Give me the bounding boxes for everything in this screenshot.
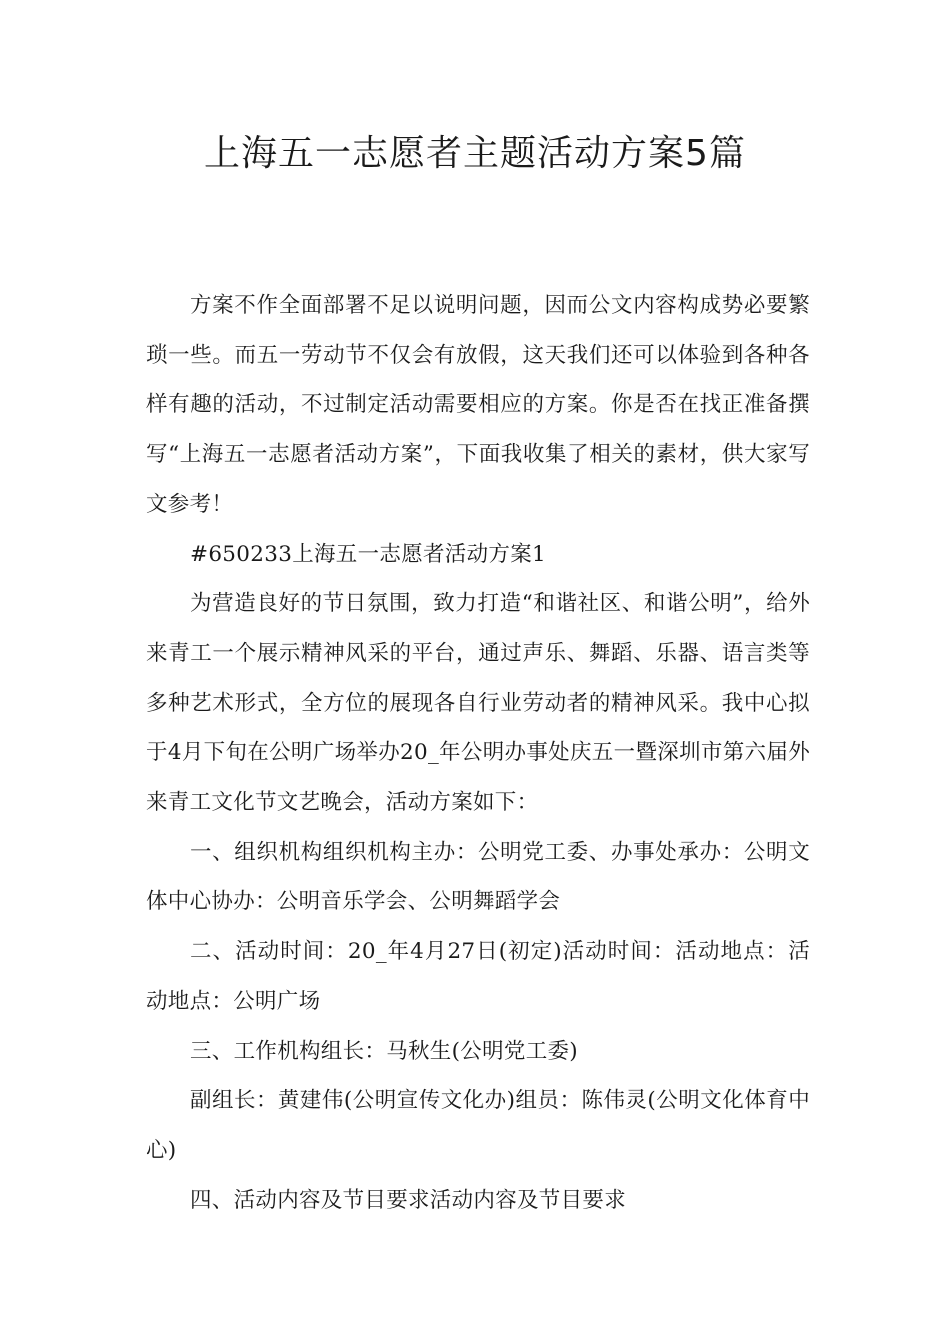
- document-title: 上海五一志愿者主题活动方案5篇: [204, 133, 746, 174]
- document-body: [146, 281, 810, 1225]
- organization-paragraph: 一、组织机构组织机构主办：公明党工委、办事处承办：公明文体中心协办：公明音乐学会、公明舞蹈学会: [146, 839, 810, 915]
- body-paragraph: 为营造良好的节日氛围，致力打造“和谐社区、和谐公明”，给外来青工一个展示精神风采的平台，通过声乐、舞蹈、乐器、语言类等多种艺术形式，全方位的展现各自行业劳动者的精神风采。我中心拟于4月下旬在公明广场举办20_年公明办事处庆五一暨深圳市第六届外来青工文化节文艺晚会，活动方案如下：: [146, 591, 810, 816]
- time-location-paragraph: 二、活动时间：20_年4月27日(初定)活动时间：活动地点：活动地点：公明广场: [146, 939, 810, 1014]
- intro-paragraph: 方案不作全面部署不足以说明问题，因而公文内容构成势必要繁琐一些。而五一劳动节不仅会有放假，这天我们还可以体验到各种各样有趣的活动，不过制定活动需要相应的方案。你是否在找正准备撰写“上海五一志愿者活动方案”，下面我收集了相关的素材，供大家写文参考！: [146, 293, 810, 517]
- team-members-paragraph: 副组长：黄建伟(公明宣传文化办)组员：陈伟灵(公明文化体育中心): [146, 1088, 810, 1163]
- content-requirements-paragraph: 四、活动内容及节目要求活动内容及节目要求: [190, 1187, 627, 1213]
- section-heading: #650233上海五一志愿者活动方案1: [190, 541, 546, 567]
- team-leader-paragraph: 三、工作机构组长：马秋生(公明党工委): [190, 1038, 578, 1064]
